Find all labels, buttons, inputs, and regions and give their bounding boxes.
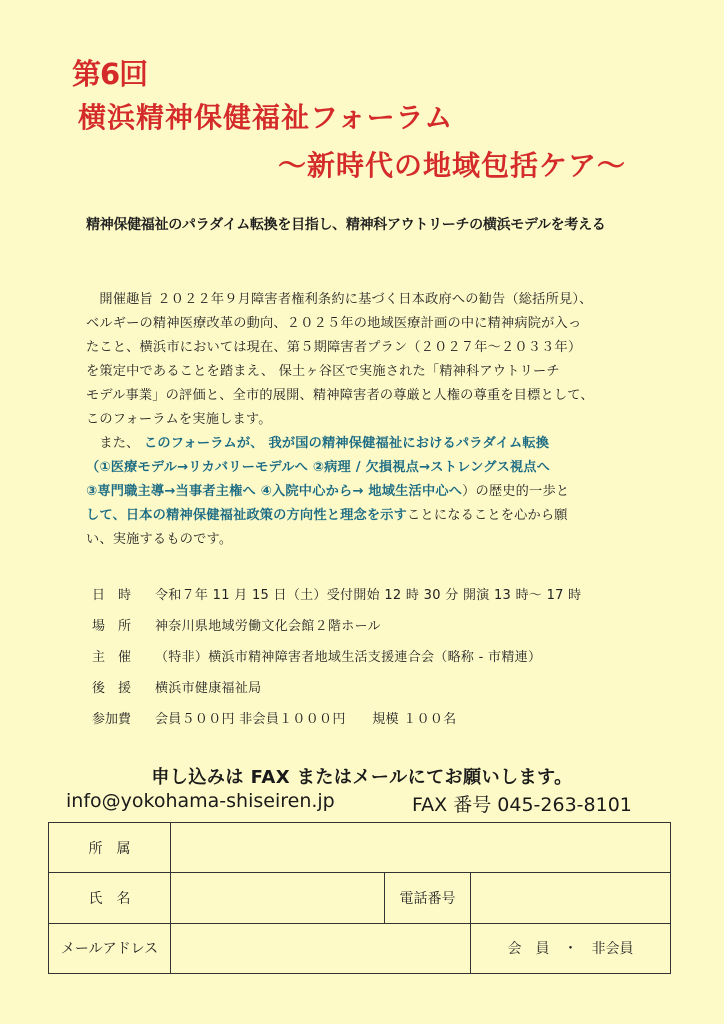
event-title: 横浜精神保健福祉フォーラム [78,101,454,134]
name-label: 氏 名 [49,873,171,923]
edition-label: 第6回 [72,57,148,91]
application-note: 申し込みは FAX またはメールにてお願いします。 [151,767,573,788]
theme-subtitle: 精神保健福祉のパラダイム転換を目指し、精神科アウトリーチの横浜モデルを考える [86,217,606,233]
venue-row [92,609,581,640]
phone-label: 電話番号 [385,873,471,923]
host-label: 主 催 [92,650,132,665]
paradigm-text: ）の歴史的一歩と [462,484,570,499]
support-row [92,671,581,702]
purpose-text [86,288,646,552]
event-details [92,578,581,733]
fee-label: 参加費 [92,712,132,727]
host-value: （特非）横浜市精神障害者地域生活支援連合会（略称 - 市精連） [155,650,542,665]
phone-field[interactable] [471,873,671,923]
name-row [49,873,671,923]
paradigm-highlight: （①医療モデル→リカバリーモデルへ ②病理 / 欠損視点→ストレングス視点へ [86,460,551,475]
email-label: メールアドレス [49,923,171,973]
venue-value: 神奈川県地域労働文化会館２階ホール [155,619,381,634]
affiliation-row [49,823,671,873]
fee-value: 会員５００円 非会員１０００円 規模 １００名 [155,712,457,727]
email-row [49,923,671,973]
paradigm-line [86,504,646,528]
paradigm-highlight: このフォーラムが、 我が国の精神保健福祉におけるパラダイム転換 [143,436,550,451]
name-field[interactable] [171,873,385,923]
purpose-line: 開催趣旨 ２０２２年９月障害者権利条約に基づく日本政府への勧告（総括所見）、 [86,292,593,307]
fee-row [92,702,581,733]
contact-email: info@yokohama-shiseiren.jp [66,790,335,812]
email-field[interactable] [171,923,471,973]
affiliation-field[interactable] [171,823,671,873]
venue-label: 場 所 [92,619,132,634]
purpose-line: このフォーラムを実施します。 [86,412,272,427]
purpose-line: ベルギーの精神医療改革の動向、２０２５年の地域医療計画の中に精神病院が入っ [86,316,582,331]
paradigm-highlight: して、日本の精神保健福祉政策の方向性と理念を示す [86,508,408,523]
paradigm-text: ことになることを心から願 [407,508,568,523]
paradigm-line [86,432,646,456]
date-value: 令和７年 11 月 15 日（土）受付開始 12 時 30 分 開演 13 時～ 17 時 [155,588,582,603]
paradigm-line [86,528,646,552]
event-subtitle-title: ～新時代の地域包括ケア～ [278,149,627,182]
paradigm-line [86,480,646,504]
paradigm-line [86,456,646,480]
contact-fax: FAX 番号 045-263-8101 [412,794,632,816]
contact-line [66,790,632,816]
membership-choice[interactable]: 会 員 ・ 非会員 [471,923,671,973]
paradigm-text: また、 [86,436,144,451]
purpose-line: モデル事業」の評価と、全市的展開、精神障害者の尊厳と人権の尊重を目標として、 [86,388,594,403]
host-row [92,640,581,671]
paradigm-text: い、実施するものです。 [86,532,233,547]
date-label: 日 時 [92,588,132,603]
paradigm-highlight: ③専門職主導→当事者主権へ ④入院中心から→ 地域生活中心へ [86,484,463,499]
purpose-line: を策定中であることを踏まえ、 保土ヶ谷区で実施された「精神科アウトリーチ [86,364,560,379]
purpose-line: たこと、横浜市においては現在、第５期障害者プラン（２０２７年～２０３３年） [86,340,582,355]
affiliation-label: 所 属 [49,823,171,873]
support-label: 後 援 [92,681,132,696]
application-form [48,822,671,974]
support-value: 横浜市健康福祉局 [155,681,262,696]
date-row [92,578,581,609]
